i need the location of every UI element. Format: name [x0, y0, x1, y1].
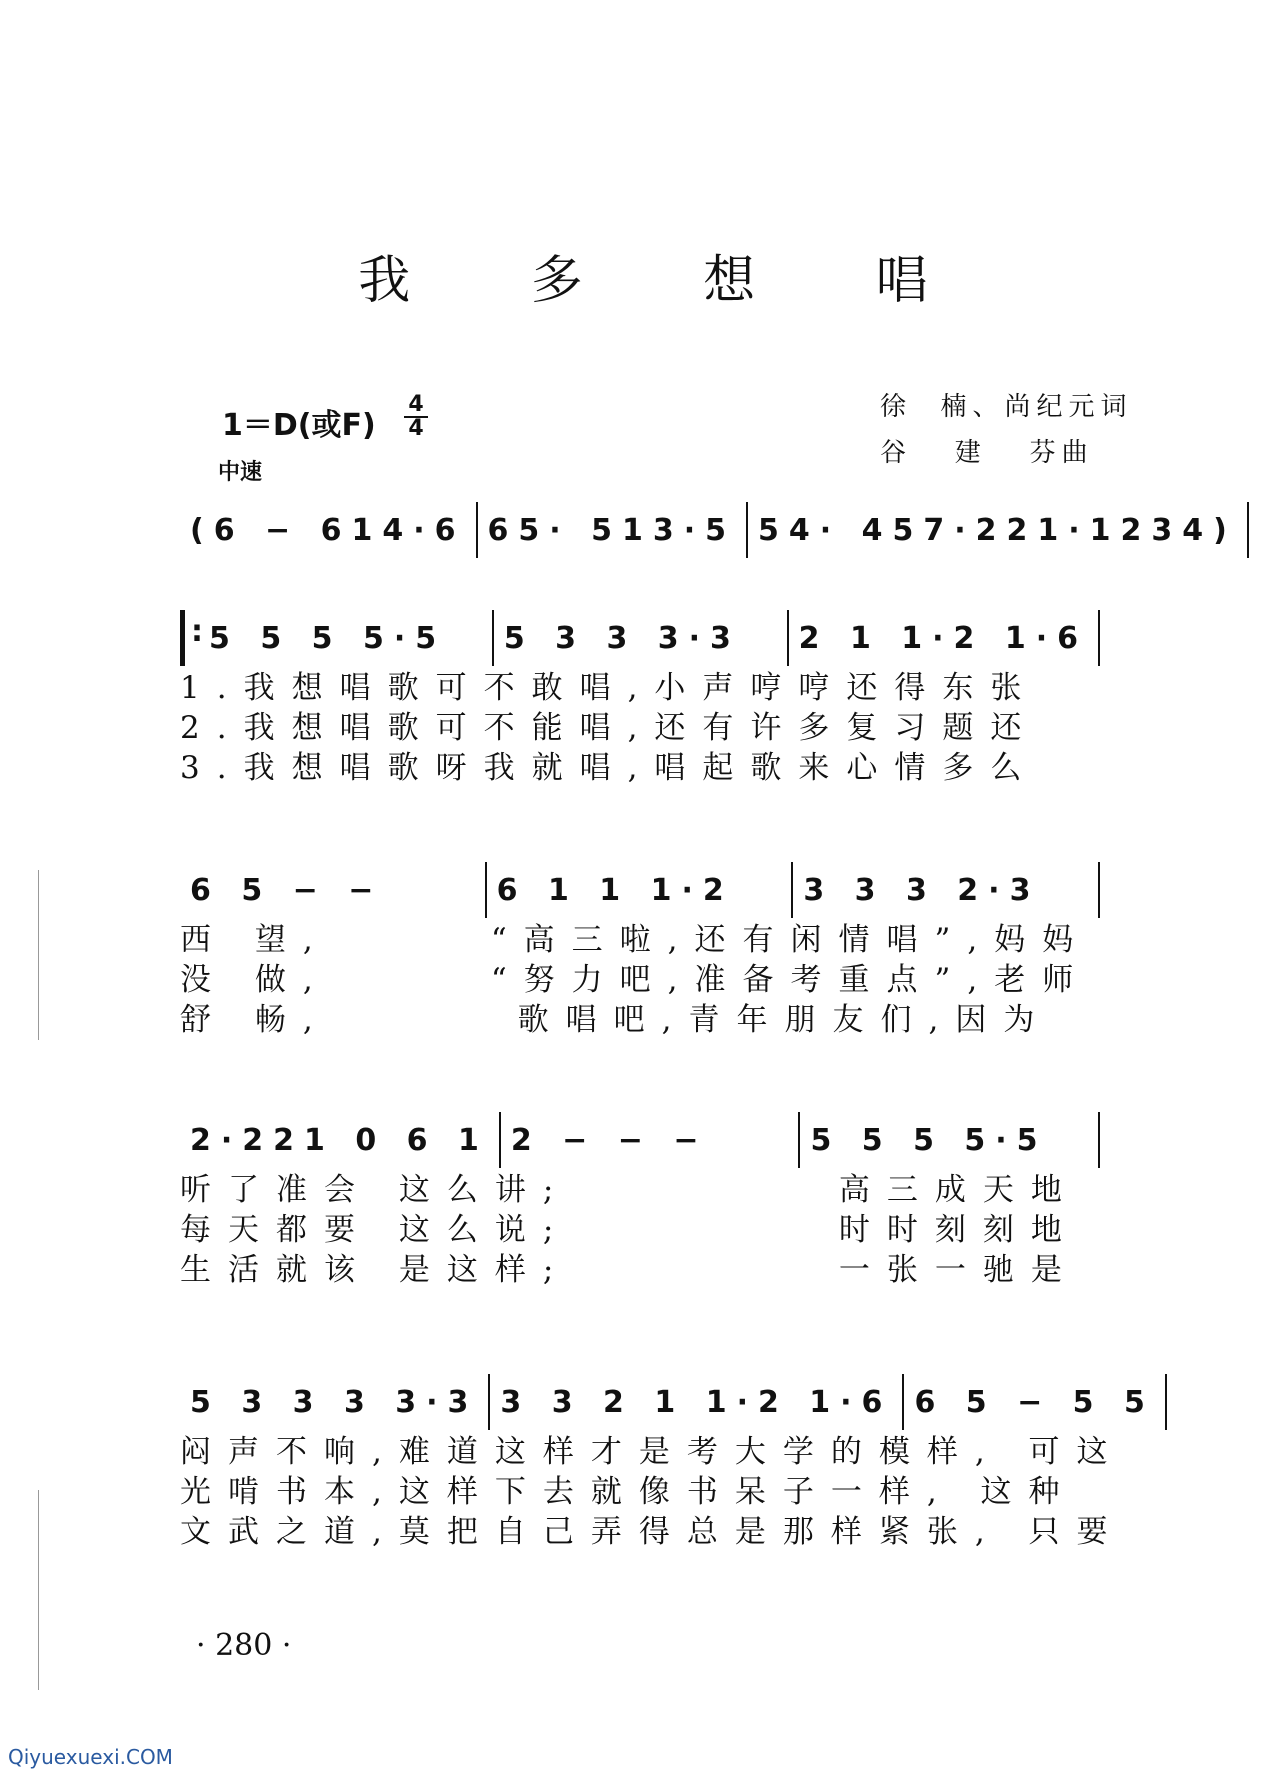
intro-measure: (6 − 614·6	[190, 512, 466, 548]
music-system-1	[180, 608, 1100, 788]
lyric-line: 文武之道,莫把自己弄得总是那样紧张, 只要	[180, 1514, 1125, 1550]
bar-line	[1165, 1374, 1167, 1430]
lyric-line: 舒 畅, 歌唱吧,青年朋友们,因为	[180, 1002, 1052, 1038]
music-system-3	[180, 1110, 1100, 1290]
measure: 6 5 − −	[190, 872, 384, 908]
measure: 2 1 1·2 1·6	[798, 620, 1088, 656]
time-signature	[404, 394, 428, 440]
measure: 5 3 3 3·3	[503, 620, 741, 656]
song-title: 我 多 想 唱	[358, 251, 980, 311]
intro-system	[180, 500, 1237, 560]
intro-measure: 65· 513·5	[487, 512, 736, 548]
bar-line	[1098, 1112, 1100, 1168]
watermark: Qiyuexuexi.COM	[8, 1745, 173, 1769]
bar-line	[1098, 610, 1100, 666]
lyric-line: 听了准会 这么讲; 高三成天地	[180, 1172, 1079, 1208]
lyric-line: 3.我想唱歌呀我就唱,唱起歌来心情多么	[180, 750, 1039, 786]
music-system-4	[180, 1372, 1155, 1552]
repeat-sign	[180, 610, 199, 666]
bar-line	[1247, 502, 1249, 558]
music-system-2	[180, 860, 1100, 1040]
lyric-line: 西 望, “高三啦,还有闲情唱”,妈妈	[180, 922, 1091, 958]
lyric-line: 生活就该 是这样; 一张一驰是	[180, 1252, 1079, 1288]
lyric-line: 每天都要 这么说; 时时刻刻地	[180, 1212, 1079, 1248]
time-signature-bottom: 4	[408, 416, 424, 441]
scan-margin-line	[38, 1490, 39, 1690]
composer-credit: 谷 建 芬曲	[880, 438, 1094, 468]
measure: 3 3 2 1 1·2 1·6	[500, 1384, 893, 1420]
key-signature: 1＝D(或F)	[222, 408, 376, 443]
time-signature-top: 4	[404, 394, 428, 418]
lyric-line: 光啃书本,这样下去就像书呆子一样, 这种	[180, 1474, 1077, 1510]
lyric-line: 1.我想唱歌可不敢唱,小声哼哼还得东张	[180, 670, 1039, 706]
bar-line	[1098, 862, 1100, 918]
measure: 5 3 3 3 3·3	[190, 1384, 479, 1420]
measure: 3 3 3 2·3	[803, 872, 1041, 908]
page-number: · 280 ·	[196, 1628, 292, 1663]
lyric-line: 2.我想唱歌可不能唱,还有许多复习题还	[180, 710, 1039, 746]
lyric-line: 闷声不响,难道这样才是考大学的模样, 可这	[180, 1434, 1125, 1470]
measure: 5 5 5 5·5	[209, 620, 447, 656]
measure: 2 − − −	[510, 1122, 709, 1158]
measure: 6 5 − 5 5	[914, 1384, 1155, 1420]
tempo-marking: 中速	[218, 460, 263, 485]
intro-measure: 54· 457·221·1234)	[758, 512, 1237, 548]
lyricist-credit: 徐 楠、尚纪元词	[880, 392, 1133, 422]
measure: 2·221 0 6 1	[190, 1122, 489, 1158]
measure: 5 5 5 5·5	[810, 1122, 1048, 1158]
measure: 6 1 1 1·2	[496, 872, 734, 908]
lyric-line: 没 做, “努力吧,准备考重点”,老师	[180, 962, 1091, 998]
scan-margin-line	[38, 870, 39, 1040]
